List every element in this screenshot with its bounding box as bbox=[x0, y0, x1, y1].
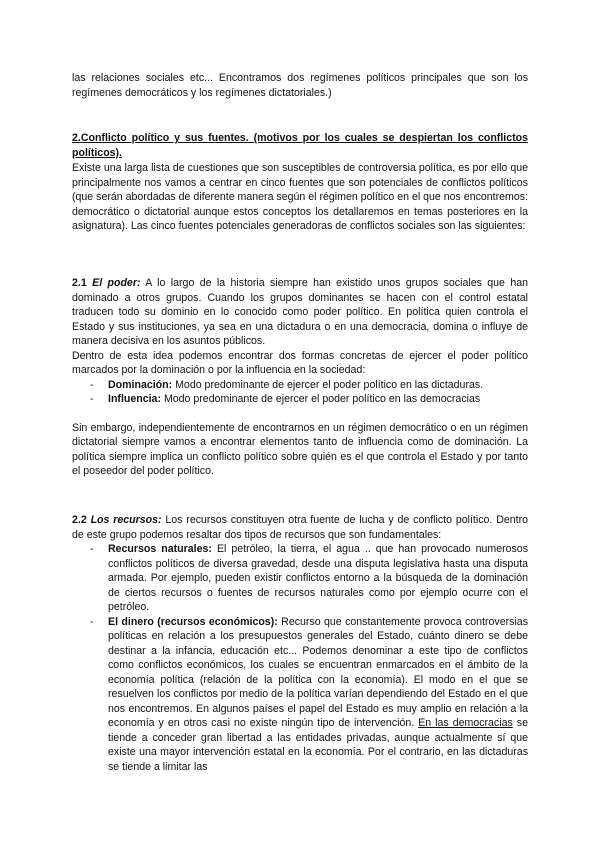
subsection-number: 2.2 bbox=[72, 514, 87, 526]
subsection-body-2: Dentro de esta idea podemos encontrar dos formas concretas de ejercer el poder político marcados por la dominación o por la influencia en la sociedad: bbox=[72, 349, 528, 376]
subsection-closing: Sin embargo, independientemente de encontrarnos en un régimen democrático o en un régimen dictatorial siempre vamos a encontrar elementos tanto de influencia como de dominación. La política siempre implica un conflicto político sobre quién es el que controla el Estado y por tanto el poseedor del poder político. bbox=[72, 421, 528, 477]
list-item-text: Modo predominante de ejercer el poder político en las democracias bbox=[163, 393, 481, 405]
underlined-phrase: En las democracias bbox=[418, 717, 513, 729]
list-item-text: Modo predominante de ejercer el poder político en las dictaduras. bbox=[175, 378, 484, 391]
subsection-body: A lo largo de la historia siempre han existido unos grupos sociales que han dominado a otros grupos. Cuando los grupos dominantes se hacen con el control estatal traducen todo su dominio en lo conocido como poder político. En política quien controla el Estado y sus instituciones, ya sea en una dictadura o en una democracia, domina o influye de manera decisiva en los asuntos públicos. bbox=[72, 277, 528, 347]
section-2-body: Existe una larga lista de cuestiones que son susceptibles de controversia política, es por ello que principalmente nos vamos a centrar en cinco fuentes que son potenciales de conflictos políticos (que serán abordadas de diferente manera según el régimen político en el que nos encontremos: democrático o dictatorial aunque estos conceptos los detallaremos en temas posteriores en la asignatura). Las cinco fuentes potenciales generadoras de conflictos sociales son las siguientes: bbox=[72, 162, 528, 232]
bullet-dash: - bbox=[90, 393, 94, 405]
intro-paragraph bbox=[72, 71, 528, 100]
list-item bbox=[72, 378, 528, 393]
list-item-text-continued: se tiende a conceder gran libertad a las entidades privadas, aunque actualmente sí que existe una mayor intervención estatal en la economía. Por el contrario, en las dictaduras se tiende a limitar las bbox=[108, 717, 528, 773]
intro-text: las relaciones sociales etc... Encontramos dos regímenes políticos principales que son los regímenes democráticos y los regímenes dictatoriales.) bbox=[72, 72, 528, 99]
list-item-term: Dominación: bbox=[108, 378, 173, 391]
bullet-dash: - bbox=[90, 543, 94, 555]
list-item-term: Influencia: bbox=[108, 393, 161, 405]
section-2 bbox=[72, 131, 528, 234]
list-item-term: El dinero (recursos económicos): bbox=[108, 615, 278, 628]
bullet-dash: - bbox=[90, 615, 94, 628]
subsection-title: El poder: bbox=[92, 277, 141, 289]
power-forms-list bbox=[72, 378, 528, 407]
list-item bbox=[72, 615, 528, 775]
subsection-body: Los recursos constituyen otra fuente de lucha y de conflicto político. Dentro de este grupo podemos resaltar dos tipos de recursos que son fundamentales: bbox=[72, 514, 528, 541]
resources-list bbox=[72, 542, 528, 774]
bullet-dash: - bbox=[90, 378, 94, 391]
list-item-text: Recurso que constantemente provoca controversias políticas en relación a los presupuestos generales del Estado, cuánto dinero se debe destinar a la infancia, educación etc... Podemos denominar a este tipo de conflictos como conflictos económicos, los cuales se encuentran enmarcados en el ámbito de la economía política (relación de la política con la economía). El modo en el que se resuelven los conflictos por medio de la política varían dependiendo del Estado en el que nos encontremos. En algunos países el papel del Estado es muy amplio en relación a la economía y en otros casi no existe ningún tipo de intervención. bbox=[108, 615, 528, 729]
list-item-text: El petróleo, la tierra, el agua .. que han provocado numerosos conflictos políticos de diversa gravedad, desde una disputa legislativa hasta una disputa armada. Por ejemplo, pueden existir conflictos entorno a la búsqueda de la dominación de ciertos recursos o fuentes de recursos naturales como por ejemplo ocurre con el petróleo. bbox=[108, 543, 528, 613]
section-2-1 bbox=[72, 276, 528, 479]
subsection-title: Los recursos: bbox=[90, 514, 162, 526]
section-2-heading: 2.Conflicto político y sus fuentes. (motivos por los cuales se despiertan los conflictos políticos). bbox=[72, 132, 528, 159]
list-item bbox=[72, 542, 528, 615]
subsection-number: 2.1 bbox=[72, 277, 87, 289]
list-item bbox=[72, 392, 528, 407]
list-item-term: Recursos naturales: bbox=[108, 543, 212, 555]
section-2-2 bbox=[72, 513, 528, 774]
